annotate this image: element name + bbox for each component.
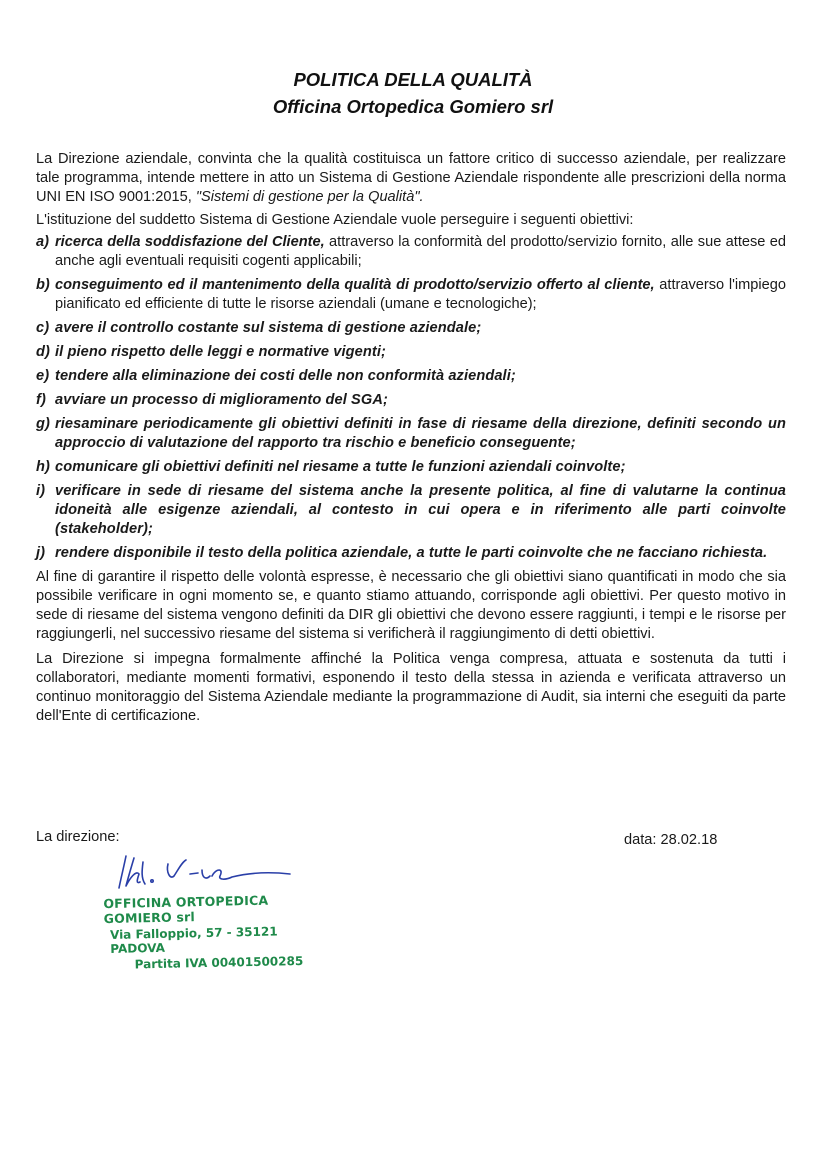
- goal-text: tendere alla eliminazione dei costi delle non conformità aziendali;: [55, 368, 516, 384]
- paragraph-objectives: Al fine di garantire il rispetto delle volontà espresse, è necessario che gli obiettivi siano quantificati in modo che sia possibile verificare in ogni momento se, e quanto stiamo attuando, corrisponde agli obiettivi. Per questo motivo in sede di riesame del sistema vengono definiti da DIR gli obiettivi che devono essere raggiunti, i tempi e le risorse per raggiungerli, nel successivo riesame del sistema si verificherà il raggiungimento di detti obiettivi.: [36, 569, 786, 642]
- stamp-company-name: OFFICINA ORTOPEDICA GOMIERO srl: [103, 892, 269, 927]
- company-stamp: [103, 892, 305, 972]
- goal-text: avviare un processo di miglioramento del SGA;: [55, 392, 388, 408]
- goal-bold: conseguimento ed il mantenimento della qualità di prodotto/servizio offerto al cliente,: [55, 277, 655, 293]
- goal-item: [36, 367, 786, 386]
- document-title: [0, 66, 826, 120]
- stamp-vat: Partita IVA 00401500285: [134, 953, 304, 972]
- goal-letter: e): [36, 368, 50, 384]
- goal-bold: ricerca della soddisfazione del Cliente,: [55, 234, 325, 250]
- goal-letter: g): [36, 416, 50, 432]
- document-date: data: 28.02.18: [624, 832, 718, 848]
- goal-item: [36, 415, 786, 453]
- goal-item: [36, 319, 786, 338]
- goal-text: il pieno rispetto delle leggi e normative vigenti;: [55, 344, 386, 360]
- goal-text: rendere disponibile il testo della politica aziendale, a tutte le parti coinvolte che ne facciano richiesta.: [55, 545, 768, 561]
- goal-rest: attraverso la conformità del prodotto/servizio fornito, alle sue attese ed anche agli eventuali requisiti cogenti applicabili;: [55, 234, 787, 269]
- title-line-1: POLITICA DELLA QUALITÀ: [293, 69, 533, 90]
- goal-letter: a): [36, 234, 49, 250]
- goal-text: riesaminare periodicamente gli obiettivi definiti in fase di riesame della direzione, definiti secondo un approccio di valutazione del rapporto tra rischio e beneficio conseguente;: [55, 416, 786, 451]
- goal-letter: c): [36, 320, 50, 336]
- paragraph-commitment: La Direzione si impegna formalmente affinché la Politica venga compresa, attuata e sostenuta da tutti i collaboratori, mediante momenti formativi, esponendo il testo della stessa in azienda e verificata attraverso un continuo monitoraggio del Sistema Aziendale mediante la programmazione di Audit, sia interni che eseguiti da parte dell'Ente di certificazione.: [36, 651, 786, 724]
- goals-list: [36, 233, 786, 563]
- goals-lead: L'istituzione del suddetto Sistema di Gestione Aziendale vuole perseguire i seguenti obiettivi:: [36, 212, 634, 228]
- document-body: [36, 150, 786, 732]
- goal-item: [36, 482, 786, 539]
- intro-quote: "Sistemi di gestione per la Qualità".: [195, 189, 424, 205]
- goal-text: comunicare gli obiettivi definiti nel riesame a tutte le funzioni aziendali coinvolte;: [55, 459, 626, 475]
- signatory-label: La direzione:: [36, 829, 120, 845]
- goal-rest: attraverso l'impiego pianificato ed efficiente di tutte le risorse aziendali (umane e tecnologiche);: [55, 277, 786, 312]
- goal-letter: b): [36, 277, 50, 293]
- goal-item: [36, 458, 786, 477]
- goal-letter: j): [36, 545, 46, 561]
- title-line-2: Officina Ortopedica Gomiero srl: [272, 96, 554, 117]
- goal-text: avere il controllo costante sul sistema di gestione aziendale;: [55, 320, 482, 336]
- goal-item: [36, 276, 786, 314]
- goal-letter: d): [36, 344, 50, 360]
- goal-item: [36, 544, 786, 563]
- intro-paragraph: [36, 150, 786, 207]
- goal-item: [36, 391, 786, 410]
- goal-item: [36, 343, 786, 362]
- stamp-address: Via Falloppio, 57 - 35121 PADOVA: [109, 924, 278, 956]
- intro-text: La Direzione aziendale, convinta che la qualità costituisca un fattore critico di successo aziendale, per realizzare tale programma, intende mettere in atto un Sistema di Gestione Aziendale rispondente alle prescrizioni della norma UNI EN ISO 9001:2015,: [36, 151, 786, 205]
- goal-letter: f): [36, 392, 46, 408]
- goal-text: verificare in sede di riesame del sistema anche la presente politica, al fine di valutarne la continua idoneità alle esigenze aziendali, al contesto in cui opera e in riferimento alle parti coinvolte (stakeholder);: [55, 483, 786, 537]
- signature-icon: [112, 850, 297, 895]
- goal-item: [36, 233, 786, 271]
- goal-letter: h): [36, 459, 50, 475]
- goal-letter: i): [36, 483, 46, 499]
